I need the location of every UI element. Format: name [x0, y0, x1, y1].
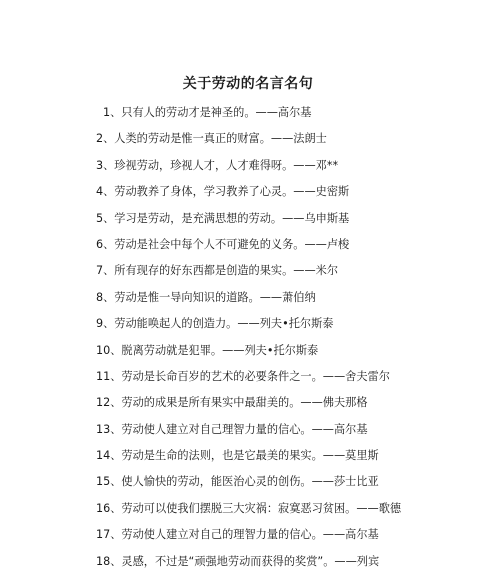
quote-item: 12、劳动的成果是所有果实中最甜美的。——佛夫那格 [96, 396, 368, 410]
quote-item: 3、珍视劳动，珍视人才，人才难得呀。——邓** [96, 158, 339, 172]
quote-item: 7、所有现存的好东西都是创造的果实。——米尔 [96, 264, 339, 278]
quote-item: 5、学习是劳动，是充满思想的劳动。——乌申斯基 [96, 211, 350, 225]
quote-item: 8、劳动是惟一导向知识的道路。——萧伯纳 [96, 290, 316, 304]
document-title: 关于劳动的名言名句 [182, 76, 314, 92]
quote-item: 11、劳动是长命百岁的艺术的必要条件之一。——舍夫雷尔 [96, 369, 390, 383]
quote-item: 4、劳动教养了身体，学习教养了心灵。——史密斯 [96, 185, 350, 199]
quote-item: 13、劳动使人建立对自己理智力量的信心。——高尔基 [96, 422, 368, 436]
quote-item: 6、劳动是社会中每个人不可避免的义务。——卢梭 [96, 237, 350, 251]
quote-item: 16、劳动可以使我们摆脱三大灾祸：寂寞恶习贫困。——歌德 [96, 501, 402, 515]
quote-item: 18、灵感，不过是“顽强地劳动而获得的奖赏”。——列宾 [96, 554, 380, 568]
quote-item: 17、劳动使人建立对自己的理智力量的信心。——高尔基 [96, 528, 379, 542]
quote-item: 9、劳动能唤起人的创造力。——列夫•托尔斯泰 [96, 317, 334, 331]
quote-list [96, 100, 486, 575]
quote-item: 1、只有人的劳动才是神圣的。——高尔基 [103, 106, 312, 119]
quote-item: 10、脱离劳动就是犯罪。——列夫•托尔斯泰 [96, 343, 319, 357]
quote-item: 14、劳动是生命的法则，也是它最美的果实。——莫里斯 [96, 449, 379, 463]
quote-item: 2、人类的劳动是惟一真正的财富。——法朗士 [96, 132, 327, 146]
quote-item: 15、使人愉快的劳动，能医治心灵的创伤。——莎士比亚 [96, 475, 379, 489]
